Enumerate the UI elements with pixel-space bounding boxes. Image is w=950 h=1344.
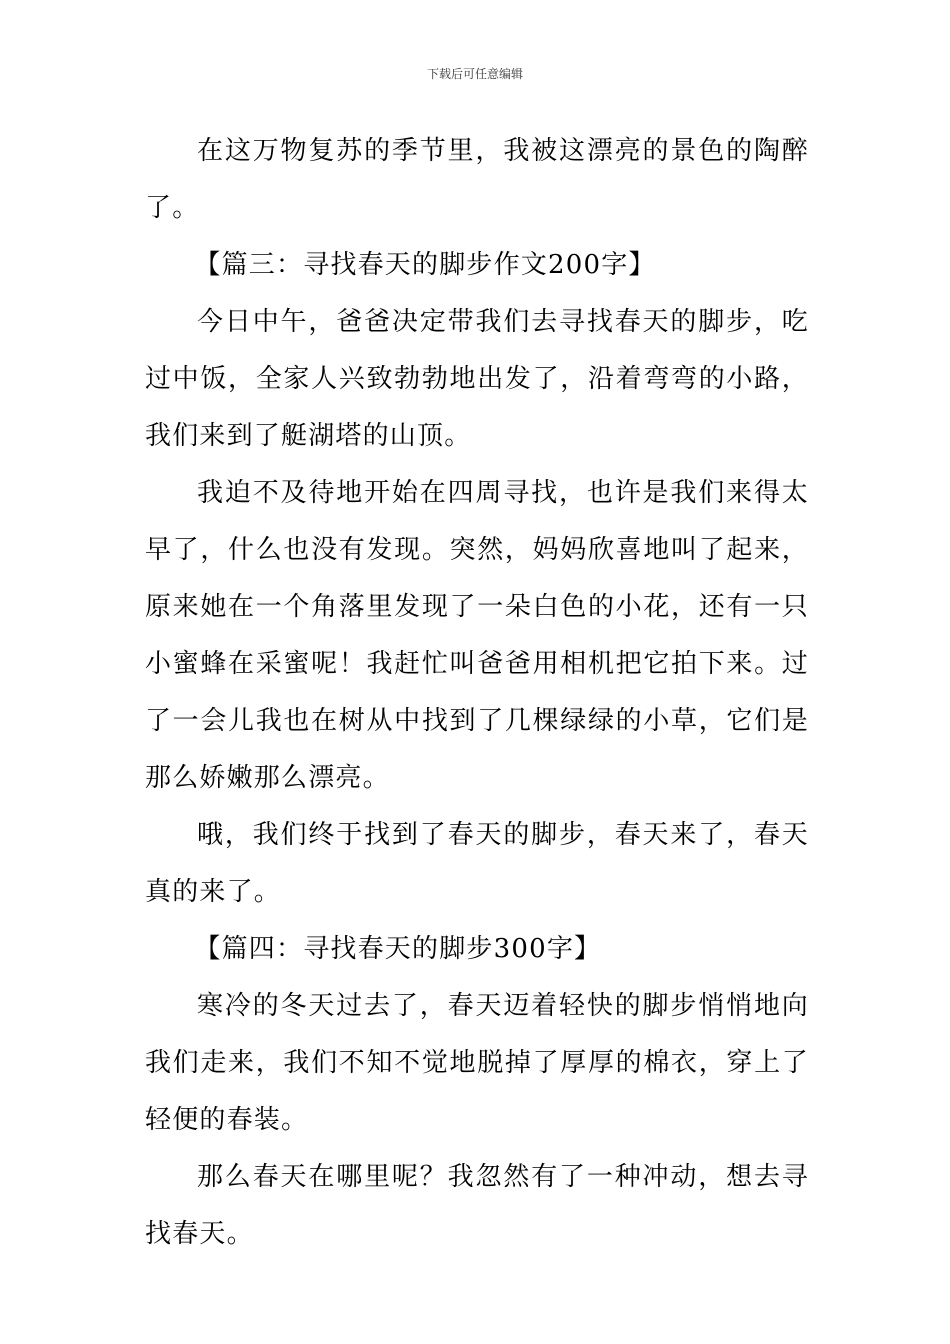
page-header: 下载后可任意编辑	[426, 67, 523, 81]
paragraph-where-spring: 那么春天在哪里呢？我忽然有了一种冲动，想去寻找春天。	[145, 1162, 809, 1249]
paragraph-winter-passed: 寒冷的冬天过去了，春天迈着轻快的脚步悄悄地向我们走来，我们不知不觉地脱掉了厚厚的棉衣，穿上了轻便的春装。	[145, 991, 809, 1135]
section-heading-part-four: 【篇四：寻找春天的脚步300字】	[194, 934, 602, 964]
paragraph-noon-trip: 今日中午，爸爸决定带我们去寻找春天的脚步，吃过中饭，全家人兴致勃勃地出发了，沿着弯弯的小路，我们来到了艇湖塔的山顶。	[145, 307, 809, 451]
document-body	[145, 123, 809, 1263]
paragraph-searching: 我迫不及待地开始在四周寻找，也许是我们来得太早了，什么也没有发现。突然，妈妈欣喜地叫了起来，原来她在一个角落里发现了一朵白色的小花，还有一只小蜜蜂在采蜜呢！我赶忙叫爸爸用相机把它拍下来。过了一会儿我也在树从中找到了几棵绿绿的小草，它们是那么娇嫩那么漂亮。	[145, 478, 809, 793]
paragraph-found-spring: 哦，我们终于找到了春天的脚步，春天来了，春天真的来了。	[145, 820, 809, 907]
paragraph-intro-closing: 在这万物复苏的季节里，我被这漂亮的景色的陶醉了。	[145, 136, 809, 223]
section-heading-part-three: 【篇三：寻找春天的脚步作文200字】	[194, 250, 656, 280]
